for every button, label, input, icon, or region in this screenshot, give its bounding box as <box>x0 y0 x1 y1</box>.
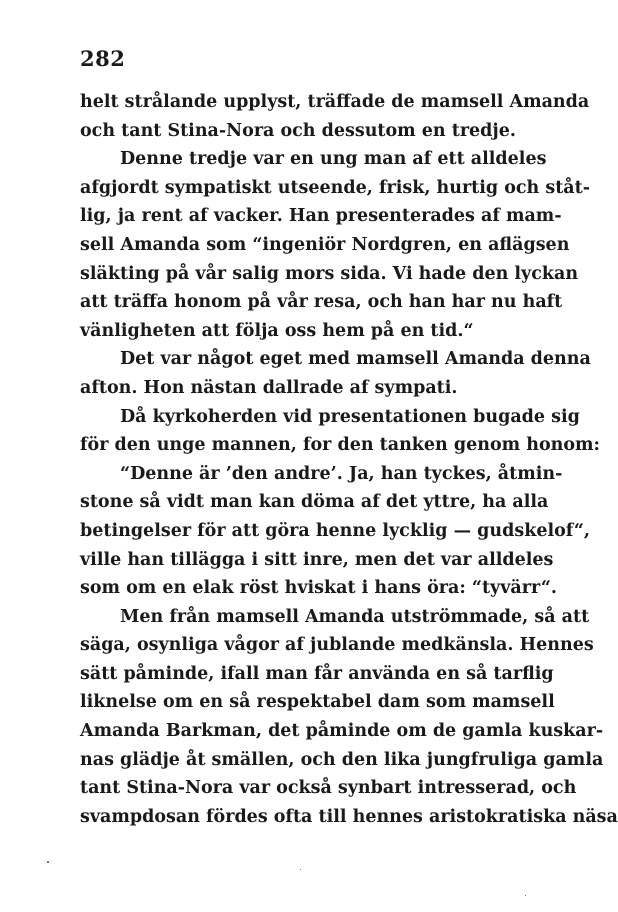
text-line: Denne tredje var en ung man af ett alldeles <box>120 149 547 170</box>
text-line: liknelse om en så respektabel dam som mamsell <box>80 692 555 713</box>
text-line: och tant Stina-Nora och dessutom en tredje. <box>80 120 516 141</box>
body-text <box>80 88 618 831</box>
text-line: Men från mamsell Amanda utströmmade, så att <box>120 606 590 627</box>
text-line: vänligheten att följa oss hem på en tid.“ <box>80 320 474 341</box>
text-line: helt strålande upplyst, träffade de mamsell Amanda <box>80 92 590 112</box>
text-line: svampdosan fördes ofta till hennes aristokratiska näsa <box>80 806 618 827</box>
text-line: betingelser för att göra henne lycklig — gudskelof“, <box>80 520 591 541</box>
text-line: Då kyrkoherden vid presentationen bugade sig <box>120 406 580 427</box>
text-line: att träffa honom på vår resa, och han har nu haft <box>80 292 563 313</box>
text-line: “Denne är ’den andre’. Ja, han tyckes, åtmin- <box>120 463 563 484</box>
text-line: sätt påminde, ifall man får använda en så tarflig <box>80 663 554 684</box>
text-line: för den unge mannen, for den tanken genom honom: <box>80 435 601 456</box>
text-line: lig, ja rent af vacker. Han presenterades af mam- <box>80 206 562 227</box>
text-line: nas glädje åt smällen, och den lika jungfruliga gamla <box>80 749 604 770</box>
paper-speck <box>47 861 49 863</box>
text-line: stone så vidt man kan döma af det yttre, ha alla <box>80 492 549 513</box>
text-line: släkting på vår salig mors sida. Vi hade den lyckan <box>80 263 579 284</box>
text-line: sell Amanda som “ingeniör Nordgren, en aflägsen <box>80 234 570 255</box>
text-line: tant Stina-Nora var också synbart intresserad, och <box>80 778 577 799</box>
text-line: Det var något eget med mamsell Amanda denna <box>120 349 591 370</box>
text-line: ville han tillägga i sitt inre, men det var alldeles <box>80 549 554 570</box>
text-line: Amanda Barkman, det påminde om de gamla kuskar- <box>80 721 604 742</box>
text-line: som om en elak röst hviskat i hans öra: “tyvärr“. <box>80 578 557 599</box>
page-number: 282 <box>80 46 126 71</box>
text-line: afgjordt sympatiskt utseende, frisk, hurtig och ståt- <box>80 177 590 198</box>
text-line: afton. Hon nästan dallrade af sympati. <box>80 377 458 398</box>
text-line: säga, osynliga vågor af jublande medkänsla. Hennes <box>80 635 594 656</box>
paper-speck <box>525 895 526 896</box>
paper-speck <box>300 869 301 870</box>
